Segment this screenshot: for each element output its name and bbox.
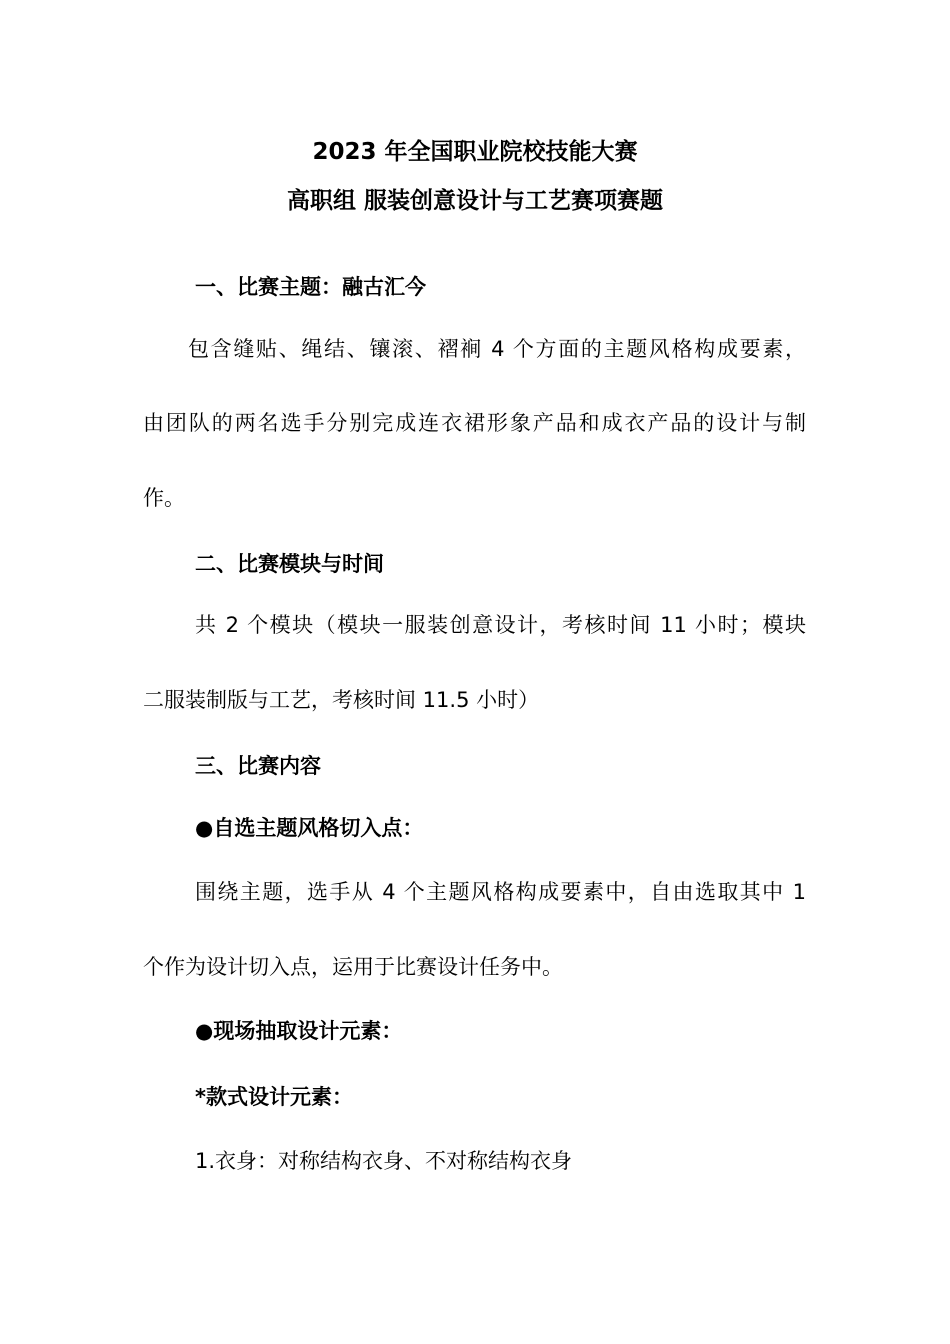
bullet2-heading: ●现场抽取设计元素：	[195, 1019, 403, 1043]
document-title-line2: 高职组 服装创意设计与工艺赛项赛题	[286, 188, 663, 214]
section1-paragraph-line2: 由团队的两名选手分别完成连衣裙形象产品和成衣产品的设计与制	[143, 411, 806, 435]
section1-paragraph-line1: 包含缝贴、绳结、镶滚、褶裥 4 个方面的主题风格构成要素，	[188, 337, 806, 361]
section1-paragraph-line3: 作。	[143, 486, 185, 510]
section3-heading: 三、比赛内容	[195, 754, 321, 778]
document-title-line1: 2023 年全国职业院校技能大赛	[312, 139, 638, 165]
style-elements-subheading: *款式设计元素：	[195, 1085, 353, 1109]
bullet1-paragraph-line2: 个作为设计切入点，运用于比赛设计任务中。	[143, 955, 563, 979]
section1-heading: 一、比赛主题：融古汇今	[195, 275, 426, 299]
list-item-body: 1.衣身：对称结构衣身、不对称结构衣身	[195, 1149, 573, 1173]
section2-paragraph-line1: 共 2 个模块（模块一服装创意设计，考核时间 11 小时；模块	[195, 613, 806, 637]
section2-paragraph-line2: 二服装制版与工艺，考核时间 11.5 小时）	[143, 688, 540, 712]
bullet1-paragraph-line1: 围绕主题，选手从 4 个主题风格构成要素中，自由选取其中 1	[195, 880, 806, 904]
bullet1-heading: ●自选主题风格切入点：	[195, 816, 424, 840]
section2-heading: 二、比赛模块与时间	[195, 552, 384, 576]
